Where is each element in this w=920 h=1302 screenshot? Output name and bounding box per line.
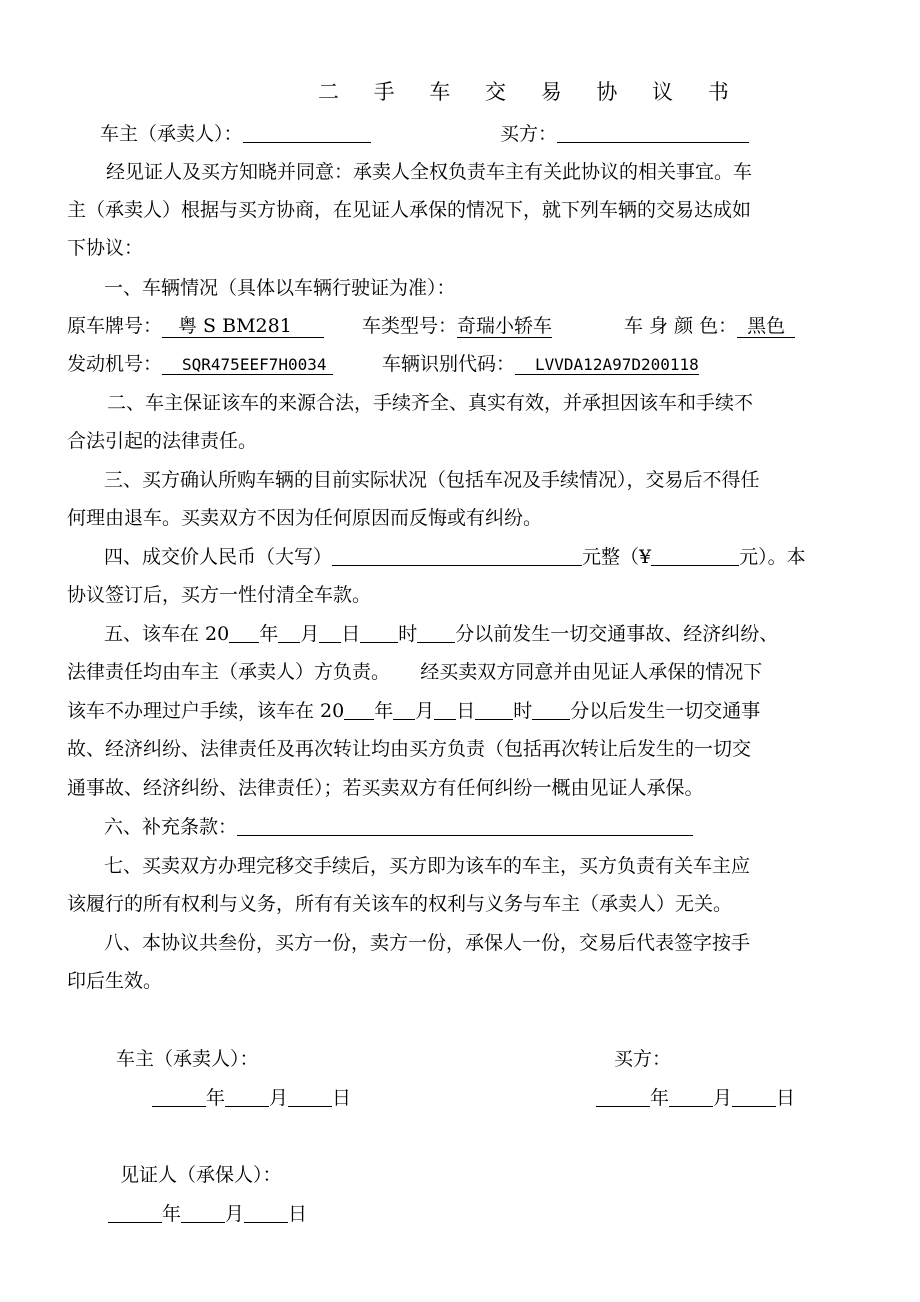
section5-l1-start: 五、该车在 20 — [104, 623, 230, 645]
section3-line-1: 三、买方确认所购车辆的目前实际状况（包括车况及手续情况），交易后不得任 — [104, 469, 760, 491]
day-label: 日 — [332, 1087, 352, 1109]
model-value: 奇瑞小轿车 — [457, 315, 553, 337]
plate-value: 粤 S BM281 — [162, 317, 324, 338]
section5-l3-end: 分以后发生一切交通事 — [570, 700, 761, 722]
day-label: 日 — [288, 1203, 308, 1225]
buyer-month-blank[interactable] — [669, 1089, 713, 1107]
color-value: 黑色 — [737, 317, 795, 338]
section1-heading: 一、车辆情况（具体以车辆行驶证为准）： — [104, 277, 456, 299]
seller-label: 车主（承卖人）： — [100, 123, 243, 145]
seller-name-blank[interactable] — [243, 125, 371, 143]
section5-line-3 — [67, 702, 760, 721]
intro-line-1: 经见证人及买方知晓并同意：承卖人全权负责车主有关此协议的相关事宜。车 — [106, 161, 753, 183]
hour-label: 时 — [398, 623, 418, 645]
seller-day-blank[interactable] — [288, 1089, 332, 1107]
document-title: 二 手 车 交 易 协 议 书 — [318, 80, 743, 104]
price-end-label: 元）。本 — [739, 546, 806, 568]
price-label: 四、成交价人民币（大写） — [104, 546, 333, 568]
section7-line-1: 七、买卖双方办理完移交手续后，买方即为该车的车主，买方负责有关车主应 — [104, 855, 751, 877]
section7-line-2: 该履行的所有权利与义务，所有有关该车的权利与义务与车主（承卖人）无关。 — [67, 893, 733, 915]
price-unit-label: 元整（¥ — [582, 546, 652, 568]
year-label: 年 — [162, 1203, 182, 1225]
vin-line — [382, 355, 699, 375]
vehicle-model-line — [362, 317, 552, 338]
witness-signature-label: 见证人（承保人）： — [120, 1164, 282, 1186]
vehicle-color-line — [624, 317, 795, 338]
after-month-blank[interactable] — [393, 702, 415, 720]
engine-label: 发动机号： — [67, 353, 163, 375]
section4-line-2: 协议签订后，买方一性付清全车款。 — [67, 584, 372, 606]
before-day-blank[interactable] — [319, 625, 341, 643]
buyer-party-line — [500, 125, 749, 144]
after-minute-blank[interactable] — [532, 702, 570, 720]
intro-line-2: 主（承卖人）根据与买方协商，在见证人承保的情况下，就下列车辆的交易达成如 — [67, 199, 752, 221]
before-hour-blank[interactable] — [360, 625, 398, 643]
buyer-label: 买方： — [500, 123, 558, 145]
witness-day-blank[interactable] — [244, 1205, 288, 1223]
section5-line-5: 通事故、经济纠纷、法律责任）；若买卖双方有任何纠纷一概由见证人承保。 — [67, 777, 704, 799]
price-words-blank[interactable] — [332, 548, 582, 566]
buyer-day-blank[interactable] — [732, 1089, 776, 1107]
section5-line-4: 故、经济纠纷、法律责任及再次转让均由买方负责（包括再次转让后发生的一切交 — [67, 738, 752, 760]
section5-line-1 — [104, 625, 778, 644]
year-label: 年 — [374, 700, 394, 722]
day-label: 日 — [341, 623, 361, 645]
witness-month-blank[interactable] — [181, 1205, 225, 1223]
section5-l3-start: 该车不办理过户手续，该车在 20 — [67, 700, 345, 722]
month-label: 月 — [300, 623, 320, 645]
after-year-blank[interactable] — [344, 702, 374, 720]
day-label: 日 — [776, 1087, 796, 1109]
seller-year-blank[interactable] — [152, 1089, 206, 1107]
after-hour-blank[interactable] — [475, 702, 513, 720]
before-minute-blank[interactable] — [417, 625, 455, 643]
section6-line — [104, 818, 693, 837]
before-month-blank[interactable] — [278, 625, 300, 643]
buyer-signature-label: 买方： — [614, 1048, 672, 1070]
vehicle-plate-line — [67, 317, 324, 338]
month-label: 月 — [269, 1087, 289, 1109]
vin-label: 车辆识别代码： — [382, 353, 516, 375]
section5-l1-end: 分以前发生一切交通事故、经济纠纷、 — [455, 623, 779, 645]
after-day-blank[interactable] — [434, 702, 456, 720]
section2-line-1: 二、车主保证该车的来源合法，手续齐全、真实有效，并承担因该车和手续不 — [107, 392, 754, 414]
price-number-blank[interactable] — [651, 548, 739, 566]
seller-party-line — [100, 125, 371, 144]
year-label: 年 — [206, 1087, 226, 1109]
section2-line-2: 合法引起的法律责任。 — [67, 430, 258, 452]
section3-line-2: 何理由退车。买卖双方不因为任何原因而反悔或有纠纷。 — [67, 507, 543, 529]
witness-year-blank[interactable] — [108, 1205, 162, 1223]
section5-line-2: 法律责任均由车主（承卖人）方负责。 经买卖双方同意并由见证人承保的情况下 — [67, 661, 763, 683]
year-label: 年 — [650, 1087, 670, 1109]
buyer-year-blank[interactable] — [596, 1089, 650, 1107]
section4-line-1 — [104, 548, 806, 567]
seller-sign-date — [152, 1089, 351, 1108]
color-label: 车 身 颜 色： — [624, 315, 738, 337]
month-label: 月 — [415, 700, 435, 722]
plate-label: 原车牌号： — [67, 315, 163, 337]
section8-line-1: 八、本协议共叁份，买方一份，卖方一份，承保人一份，交易后代表签字按手 — [104, 932, 751, 954]
month-label: 月 — [225, 1203, 245, 1225]
day-label: 日 — [456, 700, 476, 722]
model-label: 车类型号： — [362, 315, 458, 337]
seller-month-blank[interactable] — [225, 1089, 269, 1107]
section8-line-2: 印后生效。 — [67, 970, 163, 992]
buyer-name-blank[interactable] — [557, 125, 749, 143]
year-label: 年 — [259, 623, 279, 645]
vin-value: LVVDA12A97D200118 — [515, 357, 699, 375]
supplementary-label: 六、补充条款： — [104, 816, 238, 838]
supplementary-terms-blank[interactable] — [237, 818, 693, 836]
before-year-blank[interactable] — [229, 625, 259, 643]
engine-number-line — [67, 355, 333, 375]
buyer-sign-date — [596, 1089, 795, 1108]
hour-label: 时 — [513, 700, 533, 722]
seller-signature-label: 车主（承卖人）： — [116, 1048, 259, 1070]
month-label: 月 — [713, 1087, 733, 1109]
witness-sign-date — [108, 1205, 307, 1224]
intro-line-3: 下协议： — [67, 237, 144, 259]
engine-value: SQR475EEF7H0034 — [162, 357, 333, 375]
